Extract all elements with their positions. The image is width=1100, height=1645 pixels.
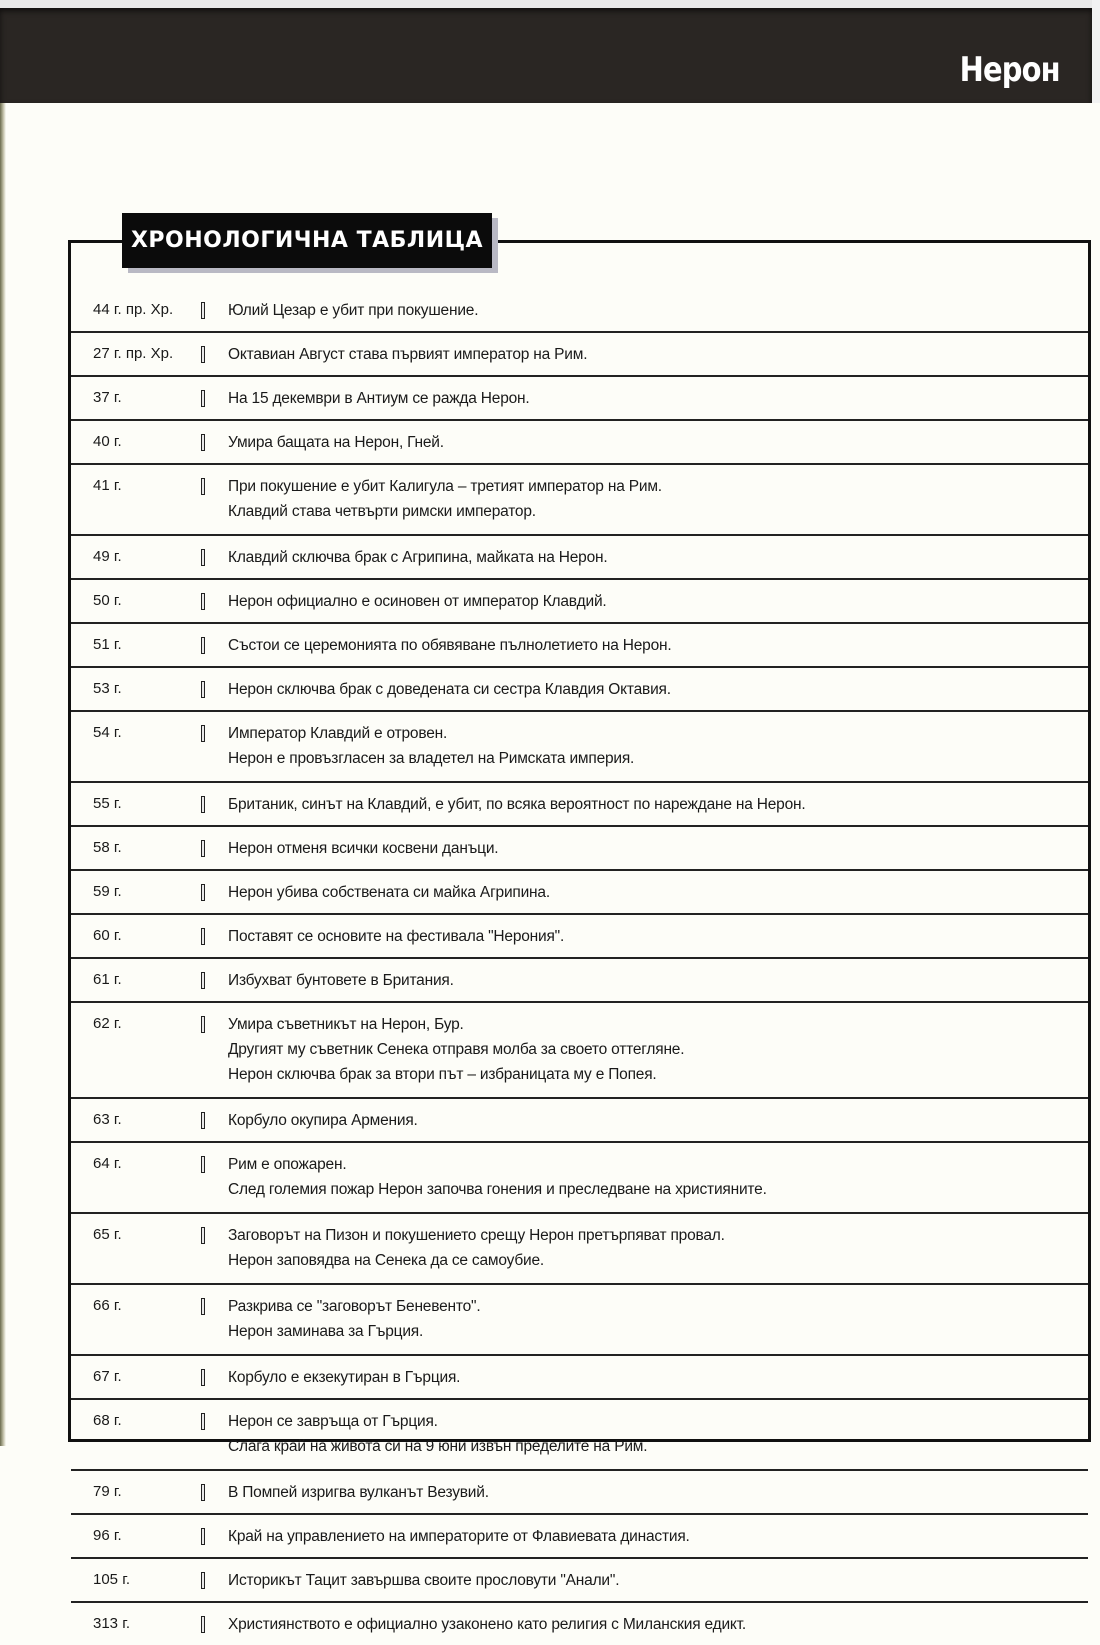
timeline-events bbox=[228, 430, 1088, 455]
separator-bar-icon bbox=[201, 1413, 205, 1430]
separator bbox=[201, 1012, 228, 1087]
timeline-events bbox=[228, 924, 1088, 949]
section-title-box bbox=[122, 213, 492, 268]
timeline-event: Нерон заповядва на Сенека да се самоубие. bbox=[228, 1252, 544, 1269]
timeline-year: 27 г. пр. Хр. bbox=[93, 345, 174, 362]
timeline-events bbox=[228, 342, 1088, 367]
timeline-row bbox=[71, 871, 1088, 915]
timeline-row bbox=[71, 712, 1088, 783]
timeline-events bbox=[228, 1012, 1088, 1087]
timeline-event: Нерон сключва брак с доведената си сестра Клавдия Октавия. bbox=[228, 681, 671, 698]
timeline-row bbox=[71, 1356, 1088, 1400]
timeline-row bbox=[71, 1214, 1088, 1285]
timeline-events bbox=[228, 1612, 1088, 1637]
separator-bar-icon bbox=[201, 549, 205, 566]
separator-bar-icon bbox=[201, 302, 205, 319]
separator bbox=[201, 633, 228, 658]
timeline-event: Нерон сключва брак за втори път – избраницата му е Попея. bbox=[228, 1066, 657, 1083]
timeline-row bbox=[71, 1603, 1088, 1645]
timeline-event: Корбуло окупира Армения. bbox=[228, 1112, 418, 1129]
timeline-row bbox=[71, 624, 1088, 668]
timeline-event: Разкрива се "заговорът Беневенто". bbox=[228, 1298, 481, 1315]
timeline-row bbox=[71, 377, 1088, 421]
timeline-event: Клавдий сключва брак с Агрипина, майката на Нерон. bbox=[228, 549, 608, 566]
separator-bar-icon bbox=[201, 390, 205, 407]
timeline-events bbox=[228, 386, 1088, 411]
timeline-events bbox=[228, 677, 1088, 702]
timeline-event: След големия пожар Нерон започва гонения и преследване на християните. bbox=[228, 1181, 767, 1198]
timeline-events bbox=[228, 1108, 1088, 1133]
timeline-year: 64 г. bbox=[93, 1155, 122, 1172]
timeline-row bbox=[71, 1559, 1088, 1603]
timeline-year: 60 г. bbox=[93, 927, 122, 944]
separator bbox=[201, 430, 228, 455]
timeline-event: Другият му съветник Сенека отправя молба за своето оттегляне. bbox=[228, 1041, 685, 1058]
timeline-row bbox=[71, 580, 1088, 624]
timeline-event: Умира съветникът на Нерон, Бур. bbox=[228, 1016, 464, 1033]
timeline-events bbox=[228, 1524, 1088, 1549]
separator-bar-icon bbox=[201, 681, 205, 698]
separator-bar-icon bbox=[201, 593, 205, 610]
separator-bar-icon bbox=[201, 796, 205, 813]
timeline-year: 37 г. bbox=[93, 389, 122, 406]
separator-bar-icon bbox=[201, 346, 205, 363]
timeline-year: 54 г. bbox=[93, 724, 122, 741]
separator bbox=[201, 1108, 228, 1133]
separator bbox=[201, 1480, 228, 1505]
timeline-year: 65 г. bbox=[93, 1226, 122, 1243]
separator bbox=[201, 968, 228, 993]
separator-bar-icon bbox=[201, 1016, 205, 1033]
timeline-year: 68 г. bbox=[93, 1412, 122, 1429]
separator bbox=[201, 1152, 228, 1202]
separator-bar-icon bbox=[201, 1298, 205, 1315]
timeline-year: 53 г. bbox=[93, 680, 122, 697]
timeline-event: Заговорът на Пизон и покушението срещу Нерон претърпяват провал. bbox=[228, 1227, 725, 1244]
separator-bar-icon bbox=[201, 1227, 205, 1244]
timeline-year: 41 г. bbox=[93, 477, 122, 494]
separator bbox=[201, 1524, 228, 1549]
separator-bar-icon bbox=[201, 1484, 205, 1501]
timeline-row bbox=[71, 536, 1088, 580]
separator-bar-icon bbox=[201, 1156, 205, 1173]
separator-bar-icon bbox=[201, 1572, 205, 1589]
timeline-year: 40 г. bbox=[93, 433, 122, 450]
separator bbox=[201, 1294, 228, 1344]
timeline-event: Край на управлението на императорите от Флавиевата династия. bbox=[228, 1528, 690, 1545]
timeline-year: 50 г. bbox=[93, 592, 122, 609]
chronology-table bbox=[68, 240, 1091, 1633]
chronology-rows bbox=[71, 289, 1088, 1645]
timeline-row bbox=[71, 1003, 1088, 1099]
timeline-year: 61 г. bbox=[93, 971, 122, 988]
timeline-year: 96 г. bbox=[93, 1527, 122, 1544]
timeline-year: 313 г. bbox=[93, 1615, 131, 1632]
timeline-events bbox=[228, 792, 1088, 817]
section-title: ХРОНОЛОГИЧНА ТАБЛИЦА bbox=[130, 228, 484, 253]
timeline-events bbox=[228, 880, 1088, 905]
separator-bar-icon bbox=[201, 840, 205, 857]
timeline-year: 66 г. bbox=[93, 1297, 122, 1314]
timeline-year: 79 г. bbox=[93, 1483, 122, 1500]
timeline-events bbox=[228, 1294, 1088, 1344]
separator bbox=[201, 677, 228, 702]
timeline-events bbox=[228, 1365, 1088, 1390]
page-left-edge bbox=[0, 100, 6, 1446]
timeline-year: 44 г. пр. Хр. bbox=[93, 301, 174, 318]
separator bbox=[201, 1409, 228, 1459]
timeline-event: Умира бащата на Нерон, Гней. bbox=[228, 434, 444, 451]
timeline-year: 62 г. bbox=[93, 1015, 122, 1032]
separator bbox=[201, 1223, 228, 1273]
timeline-row bbox=[71, 289, 1088, 333]
timeline-event: Слага край на живота си на 9 юни извън пределите на Рим. bbox=[228, 1438, 648, 1455]
separator bbox=[201, 1365, 228, 1390]
separator-bar-icon bbox=[201, 725, 205, 742]
timeline-year: 58 г. bbox=[93, 839, 122, 856]
separator bbox=[201, 924, 228, 949]
timeline-events bbox=[228, 545, 1088, 570]
timeline-year: 105 г. bbox=[93, 1571, 131, 1588]
separator-bar-icon bbox=[201, 972, 205, 989]
separator-bar-icon bbox=[201, 1616, 205, 1633]
timeline-row bbox=[71, 959, 1088, 1003]
timeline-event: При покушение е убит Калигула – третият император на Рим. bbox=[228, 478, 662, 495]
timeline-event: Нерон заминава за Гърция. bbox=[228, 1323, 424, 1340]
timeline-events bbox=[228, 474, 1088, 524]
timeline-event: Поставят се основите на фестивала "Нерония". bbox=[228, 928, 565, 945]
separator bbox=[201, 1612, 228, 1637]
separator-bar-icon bbox=[201, 1112, 205, 1129]
timeline-row bbox=[71, 465, 1088, 536]
separator bbox=[201, 298, 228, 323]
timeline-event: Император Клавдий е отровен. bbox=[228, 725, 448, 742]
timeline-event: Нерон убива собствената си майка Агрипина. bbox=[228, 884, 550, 901]
separator-bar-icon bbox=[201, 1369, 205, 1386]
separator bbox=[201, 721, 228, 771]
timeline-row bbox=[71, 1099, 1088, 1143]
separator bbox=[201, 836, 228, 861]
timeline-row bbox=[71, 1143, 1088, 1214]
timeline-row bbox=[71, 421, 1088, 465]
timeline-year: 49 г. bbox=[93, 548, 122, 565]
timeline-events bbox=[228, 1568, 1088, 1593]
separator-bar-icon bbox=[201, 1528, 205, 1545]
timeline-events bbox=[228, 836, 1088, 861]
timeline-event: Историкът Тацит завършва своите прословути "Анали". bbox=[228, 1572, 620, 1589]
timeline-event: Клавдий става четвърти римски император. bbox=[228, 503, 536, 520]
timeline-row bbox=[71, 1285, 1088, 1356]
timeline-event: Юлий Цезар е убит при покушение. bbox=[228, 302, 479, 319]
timeline-year: 59 г. bbox=[93, 883, 122, 900]
timeline-event: Християнството е официално узаконено като религия с Миланския едикт. bbox=[228, 1616, 746, 1633]
timeline-row bbox=[71, 333, 1088, 377]
timeline-event: Състои се церемонията по обявяване пълнолетието на Нерон. bbox=[228, 637, 672, 654]
timeline-event: Британик, синът на Клавдий, е убит, по всяка вероятност по нареждане на Нерон. bbox=[228, 796, 806, 813]
timeline-events bbox=[228, 1223, 1088, 1273]
separator-bar-icon bbox=[201, 478, 205, 495]
separator bbox=[201, 386, 228, 411]
timeline-row bbox=[71, 1400, 1088, 1471]
timeline-event: Нерон отменя всички косвени данъци. bbox=[228, 840, 499, 857]
timeline-event: Корбуло е екзекутиран в Гърция. bbox=[228, 1369, 461, 1386]
timeline-event: Нерон е провъзгласен за владетел на Римската империя. bbox=[228, 750, 635, 767]
separator bbox=[201, 474, 228, 524]
separator-bar-icon bbox=[201, 928, 205, 945]
timeline-events bbox=[228, 633, 1088, 658]
timeline-events bbox=[228, 298, 1088, 323]
timeline-row bbox=[71, 783, 1088, 827]
separator bbox=[201, 545, 228, 570]
timeline-row bbox=[71, 1471, 1088, 1515]
timeline-event: На 15 декември в Антиум се ражда Нерон. bbox=[228, 390, 530, 407]
header-right-edge bbox=[1092, 0, 1100, 103]
header-title: Нерон bbox=[959, 50, 1060, 90]
timeline-event: Нерон се завръща от Гърция. bbox=[228, 1413, 438, 1430]
timeline-events bbox=[228, 968, 1088, 993]
timeline-event: Рим е опожарен. bbox=[228, 1156, 347, 1173]
timeline-year: 51 г. bbox=[93, 636, 122, 653]
timeline-events bbox=[228, 1152, 1088, 1202]
separator bbox=[201, 589, 228, 614]
timeline-events bbox=[228, 1480, 1088, 1505]
separator-bar-icon bbox=[201, 637, 205, 654]
separator bbox=[201, 792, 228, 817]
timeline-event: Избухват бунтовете в Британия. bbox=[228, 972, 454, 989]
header-band bbox=[0, 0, 1092, 103]
timeline-events bbox=[228, 589, 1088, 614]
timeline-event: В Помпей изригва вулканът Везувий. bbox=[228, 1484, 489, 1501]
timeline-events bbox=[228, 721, 1088, 771]
separator bbox=[201, 1568, 228, 1593]
timeline-row bbox=[71, 827, 1088, 871]
timeline-year: 55 г. bbox=[93, 795, 122, 812]
separator-bar-icon bbox=[201, 884, 205, 901]
timeline-row bbox=[71, 668, 1088, 712]
separator bbox=[201, 342, 228, 367]
timeline-event: Нерон официално е осиновен от император Клавдий. bbox=[228, 593, 607, 610]
timeline-row bbox=[71, 915, 1088, 959]
timeline-event: Октавиан Август става първият император на Рим. bbox=[228, 346, 588, 363]
separator-bar-icon bbox=[201, 434, 205, 451]
separator bbox=[201, 880, 228, 905]
timeline-row bbox=[71, 1515, 1088, 1559]
timeline-year: 63 г. bbox=[93, 1111, 122, 1128]
timeline-events bbox=[228, 1409, 1088, 1459]
timeline-year: 67 г. bbox=[93, 1368, 122, 1385]
